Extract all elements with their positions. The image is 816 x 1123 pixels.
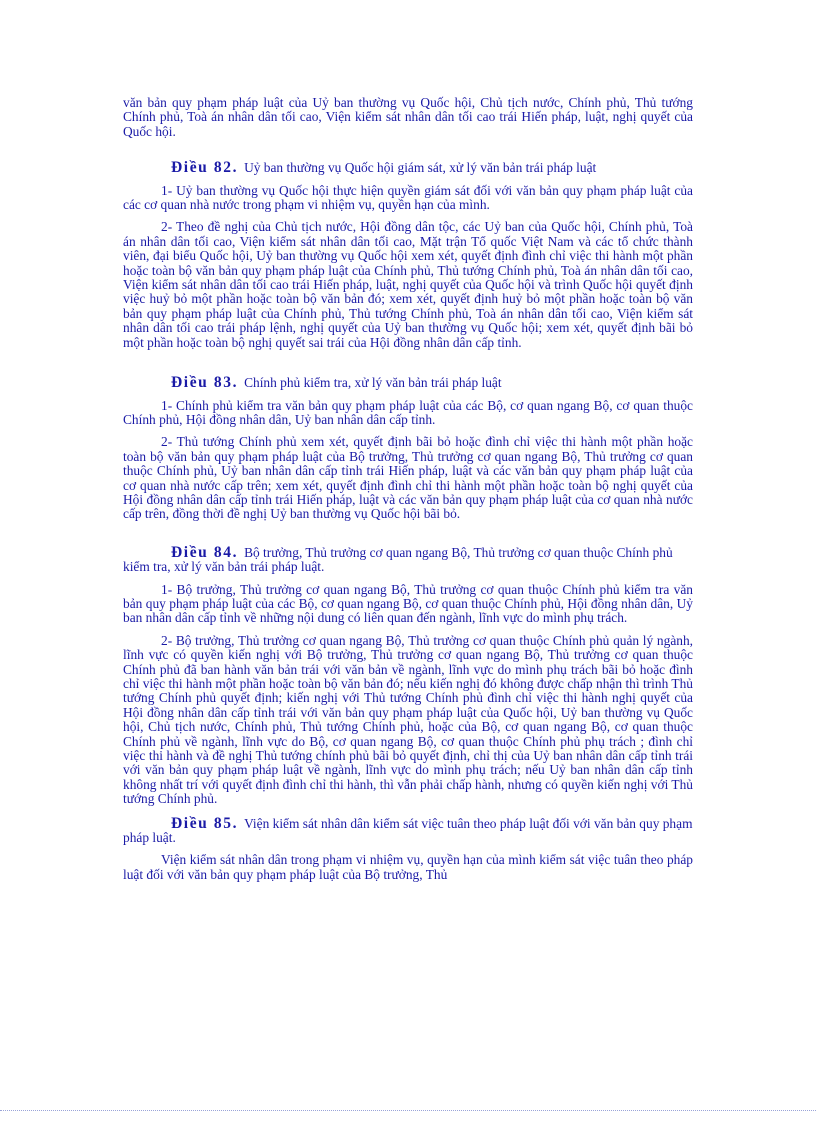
page-bottom-border: [0, 1110, 816, 1112]
article-82-heading: [123, 161, 693, 175]
article-83-clause-2: 2- Thủ tướng Chính phủ xem xét, quyết định bãi bỏ hoặc đình chỉ việc thi hành một phần hoặc toàn bộ văn bản quy phạm pháp luật của Bộ trưởng, Thủ trưởng cơ quan ngang Bộ, Thủ trưởng cơ quan thuộc Chính phủ, Uỷ ban nhân dân cấp tỉnh trái Hiến pháp, luật và các văn bản quy phạm pháp luật của cơ quan nhà nước cấp trên; xem xét, quyết định đình chỉ thi hành một phần hoặc toàn bộ nghị quyết của Hội đồng nhân dân cấp tỉnh trái Hiến pháp, luật và các văn bản quy phạm pháp luật của cơ quan nhà nước cấp trên, đồng thời đề nghị Uỷ ban thường vụ Quốc hội bãi bỏ.: [123, 434, 693, 522]
article-82-title: Uỷ ban thường vụ Quốc hội giám sát, xử lý văn bản trái pháp luật: [244, 160, 597, 176]
article-84-heading: [123, 543, 693, 575]
article-83-heading: [123, 376, 693, 390]
article-82-number: Điều 82.: [171, 159, 239, 177]
article-85-number: Điều 85.: [171, 814, 239, 832]
article-85-clause-1: Viện kiểm sát nhân dân trong phạm vi nhiệm vụ, quyền hạn của mình kiểm sát việc tuân theo pháp luật đối với văn bản quy phạm pháp luật của Bộ trưởng, Thủ: [123, 852, 693, 882]
document-page: [123, 96, 693, 890]
article-83-number: Điều 83.: [171, 374, 239, 392]
article-84-clause-2: 2- Bộ trưởng, Thủ trưởng cơ quan ngang Bộ, Thủ trưởng cơ quan thuộc Chính phủ quản lý ngành, lĩnh vực có quyền kiến nghị với Bộ trưởng, Thủ trưởng cơ quan ngang Bộ, Thủ trưởng cơ quan thuộc Chính phủ đã ban hành văn bản trái với văn bản về ngành, lĩnh vực do mình phụ trách bãi bỏ hoặc đình chỉ việc thi hành một phần hoặc toàn bộ văn bản đó; nếu kiến nghị đó không được chấp nhận thì trình Thủ tướng Chính phủ quyết định; kiến nghị với Thủ tướng Chính phủ đình chỉ việc thi hành nghị quyết của Hội đồng nhân dân cấp tỉnh trái với văn bản quy phạm pháp luật của Quốc hội, Uỷ ban thường vụ Quốc hội, Chủ tịch nước, Chính phủ, Thủ tướng Chính phủ, hoặc của Bộ, cơ quan ngang Bộ, cơ quan thuộc Chính phủ về ngành, lĩnh vực do Bộ, cơ quan ngang Bộ, cơ quan thuộc Chính phủ phụ trách ; đình chỉ việc thi hành và đề nghị Thủ tướng chính phủ bãi bỏ quyết định, chỉ thị của Uỷ ban nhân dân cấp tỉnh trái với văn bản quy phạm pháp luật về ngành, lĩnh vực do mình phụ trách; nếu Uỷ ban nhân dân cấp tỉnh không nhất trí với quyết định đình chỉ thi hành, thì vẫn phải chấp hành, nhưng có quyền kiến nghị với Thủ tướng Chính phủ.: [123, 632, 693, 807]
intro-paragraph: văn bản quy phạm pháp luật của Uỷ ban thường vụ Quốc hội, Chủ tịch nước, Chính phủ, Thủ tướng Chính phủ, Toà án nhân dân tối cao, Viện kiểm sát nhân dân tối cao trái Hiến pháp, luật, nghị quyết của Quốc hội.: [123, 95, 693, 139]
article-85-title: Viện kiểm sát nhân dân kiểm sát việc tuân theo pháp luật đối với văn bản quy phạm pháp luật.: [123, 815, 693, 846]
article-85-heading: [123, 814, 693, 846]
article-82-clause-1: 1- Uỷ ban thường vụ Quốc hội thực hiện quyền giám sát đối với văn bản quy phạm pháp luật của các cơ quan nhà nước trong phạm vi nhiệm vụ, quyền hạn của mình.: [123, 182, 693, 213]
article-84-number: Điều 84.: [171, 543, 239, 561]
article-84-clause-1: 1- Bộ trưởng, Thủ trưởng cơ quan ngang Bộ, Thủ trưởng cơ quan thuộc Chính phủ kiểm tra văn bản quy phạm pháp luật của các Bộ, cơ quan ngang Bộ, cơ quan thuộc Chính phủ, Hội đồng nhân dân, Uỷ ban nhân dân cấp tỉnh về những nội dung có liên quan đến ngành, lĩnh vực do mình phụ trách.: [123, 581, 693, 626]
article-83-clause-1: 1- Chính phủ kiểm tra văn bản quy phạm pháp luật của các Bộ, cơ quan ngang Bộ, cơ quan thuộc Chính phủ, Hội đồng nhân dân, Uỷ ban nhân dân cấp tỉnh.: [123, 397, 693, 427]
article-83-title: Chính phủ kiểm tra, xử lý văn bản trái pháp luật: [244, 375, 502, 391]
article-82-clause-2: 2- Theo đề nghị của Chủ tịch nước, Hội đồng dân tộc, các Uỷ ban của Quốc hội, Chính phủ, Toà án nhân dân tối cao, Viện kiểm sát nhân dân tối cao, Mặt trận Tổ quốc Việt Nam và các tổ chức thành viên, đại biểu Quốc hội, Uỷ ban thường vụ Quốc hội xem xét, quyết định đình chỉ việc thi hành một phần hoặc toàn bộ văn bản quy phạm pháp luật của Chính phủ, Thủ tướng Chính phủ, Toà án nhân dân tối cao, Viện kiểm sát nhân dân tối cao trái Hiến pháp, luật, nghị quyết của Quốc hội và trình Quốc hội quyết định việc huỷ bỏ một phần hoặc toàn bộ văn bản đó; xem xét, quyết định huỷ bỏ một phần hoặc toàn bộ văn bản quy phạm pháp luật của Chính phủ, Thủ tướng Chính phủ, Toà án nhân dân tối cao, Viện kiểm sát nhân dân tối cao trái pháp lệnh, nghị quyết của Uỷ ban thường vụ Quốc hội; xem xét, quyết định bãi bỏ một phần hoặc toàn bộ nghị quyết sai trái của Hội đồng nhân dân cấp tỉnh.: [123, 219, 693, 350]
article-84-title: Bộ trưởng, Thủ trưởng cơ quan ngang Bộ, Thủ trưởng cơ quan thuộc Chính phủ kiểm tra, xử lý văn bản trái pháp luật.: [123, 544, 673, 575]
